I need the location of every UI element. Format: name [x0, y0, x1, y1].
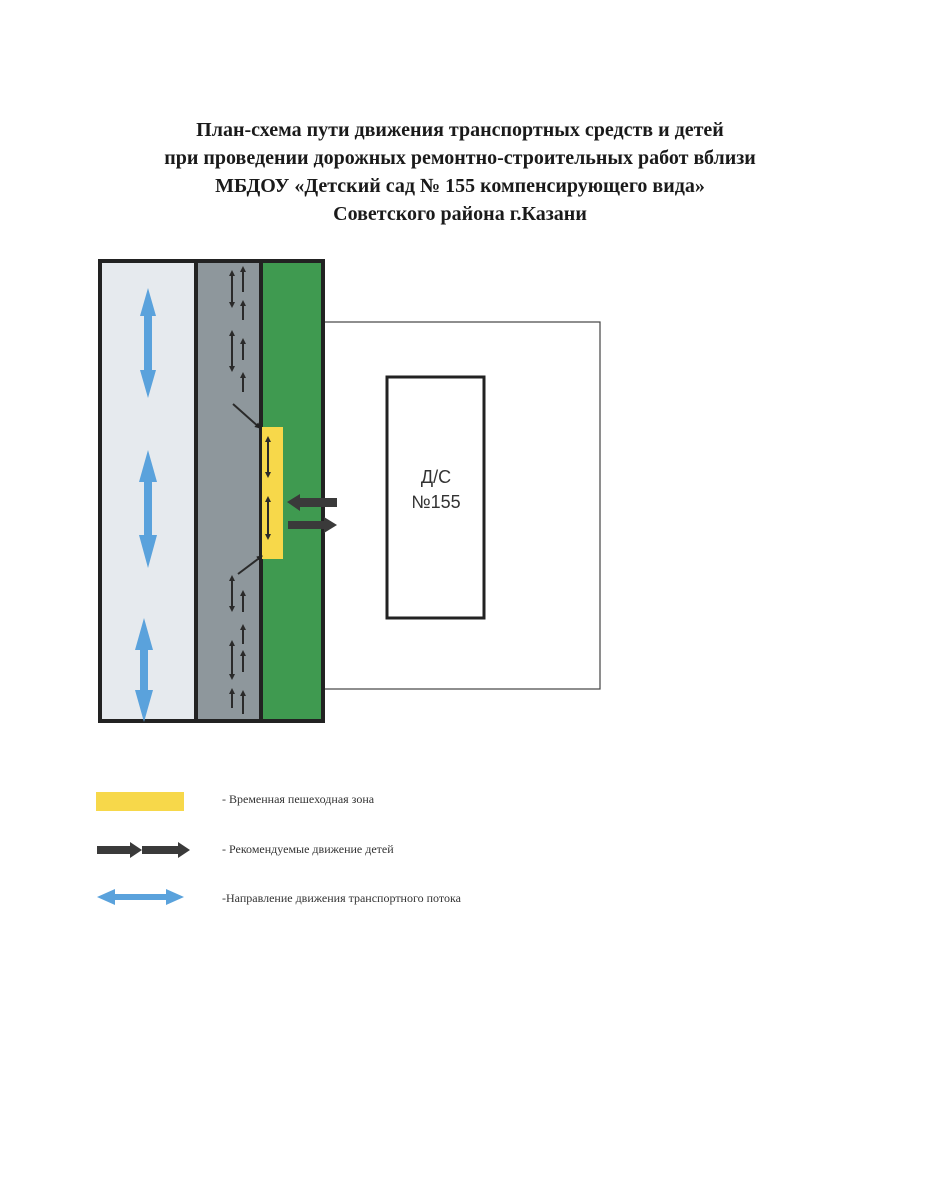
title-line-1: План-схема пути движения транспортных средств и детей	[196, 119, 724, 141]
title-line-4: Советского района г.Казани	[333, 203, 587, 225]
title-line-2: при проведении дорожных ремонтно-строительных работ вблизи	[164, 147, 756, 169]
temporary-pedestrian-zone	[262, 427, 283, 559]
legend-label-children-route: - Рекомендуемые движение детей	[222, 842, 394, 856]
building-label-line2: №155	[411, 492, 461, 512]
sidewalk	[196, 261, 261, 721]
legend-swatch-pedestrian-zone	[96, 792, 184, 811]
title-line-3: МБДОУ «Детский сад № 155 компенсирующего вида»	[215, 175, 705, 197]
legend-swatch-traffic-direction	[97, 889, 184, 905]
legend-label-traffic-direction: -Направление движения транспортного потока	[222, 891, 461, 905]
building-label-line1: Д/С	[420, 467, 452, 487]
legend-swatch-children-route	[97, 842, 190, 858]
legend-label-pedestrian-zone: - Временная пешеходная зона	[222, 792, 375, 806]
